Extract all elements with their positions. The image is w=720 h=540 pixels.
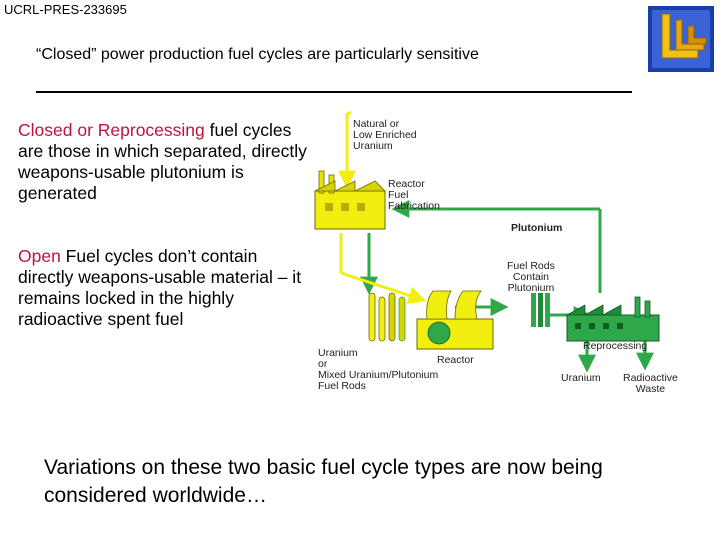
summary-text: Variations on these two basic fuel cycle types are now being considered worldwide… [44,456,603,507]
fuel-cycle-diagram [305,105,715,405]
open-highlight: Open [18,246,61,266]
spent-rods-icon [531,293,550,327]
fuel-fabrication-label: Reactor Fuel Fabrication [388,178,440,212]
reprocessing-plant-icon [567,297,659,341]
plutonium-label: Plutonium [511,222,563,234]
closed-highlight: Closed or Reprocessing [18,120,205,140]
closed-text: fuel cycles are those in which separated, directly weapons-usable plutonium is generated [18,120,307,203]
open-cycle-paragraph [18,246,310,330]
slide-title: “Closed” power production fuel cycles are particularly sensitive [36,46,479,63]
natural-uranium-label: Natural or Low Enriched Uranium [353,118,417,152]
open-text: Fuel cycles don’t contain directly weapons-usable material – it remains locked in the highly radioactive spent fuel [18,246,302,329]
llnl-logo [648,6,714,72]
uranium-rods-label: Uranium or Mixed Uranium/Plutonium Fuel Rods [318,347,439,392]
radioactive-waste-label: Radioactive Waste [623,372,678,395]
document-id: UCRL-PRES-233695 [4,2,127,17]
uranium-output-label: Uranium [561,372,601,384]
closed-cycle-paragraph [18,120,310,204]
fabrication-plant-icon [315,171,385,229]
fuel-rods-contain-label: Fuel Rods Contain Plutonium [507,260,555,294]
reprocessing-label: Reprocessing [583,340,648,352]
title-divider [36,91,632,93]
reactor-label: Reactor [437,354,474,366]
fuel-rods-icon [369,293,405,341]
reactor-icon [417,291,493,349]
